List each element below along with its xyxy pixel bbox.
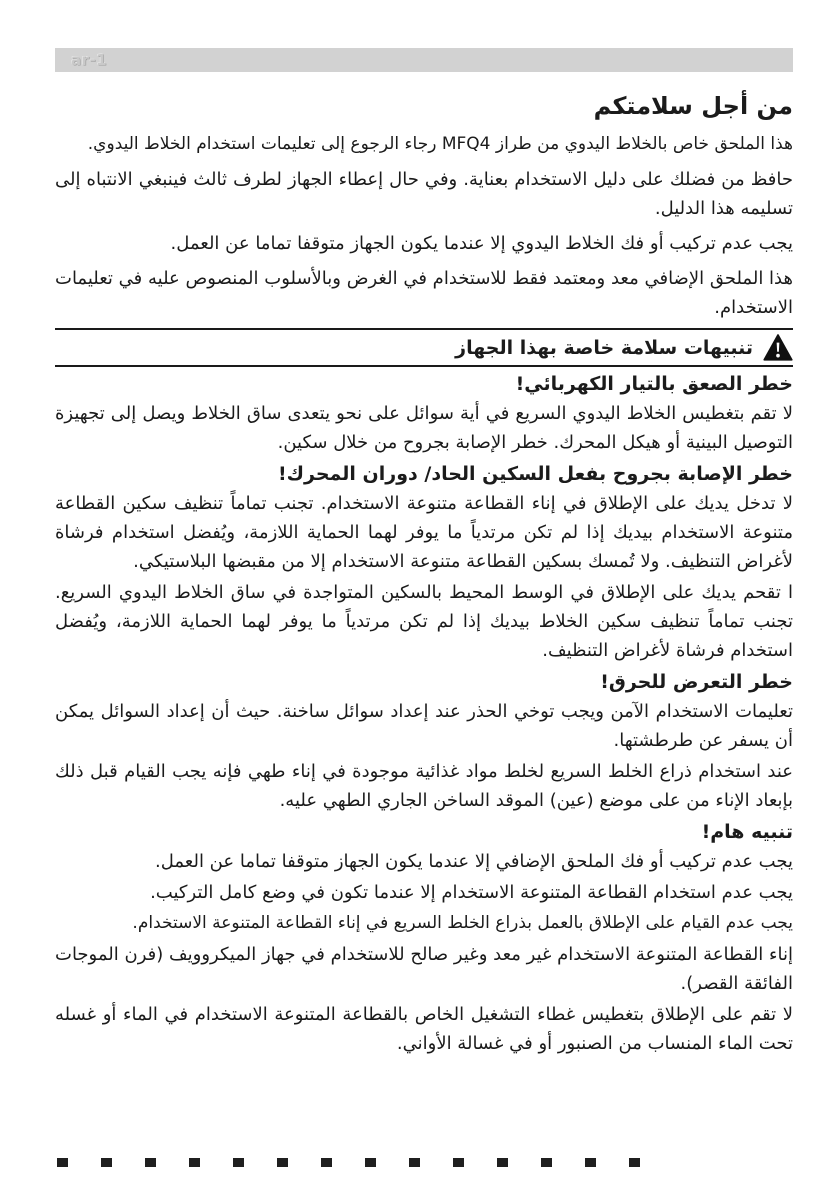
body-paragraph: تعليمات الاستخدام الآمن ويجب توخي الحذر عند إعداد سوائل ساخنة. حيث أن إعداد السوائل يمكن أن يسفر عن طرطشتها. [55,701,793,751]
block-heading: خطر الصعق بالتيار الكهربائي! [515,373,793,395]
fold-mark [189,1158,200,1167]
intro-paragraph: حافظ من فضلك على دليل الاستخدام بعناية. وفي حال إعطاء الجهاز لطرف ثالث فينبغي الانتباه إلى تسليمه هذا الدليل. [55,169,793,219]
body-paragraph: إناء القطاعة المتنوعة الاستخدام غير معد وغير صالح للاستخدام في جهاز الميكروويف (فرن الموجات الفائقة القصر). [55,944,793,994]
block-heading: تنبيه هام! [701,821,793,843]
fold-mark [585,1158,596,1167]
warning-triangle-icon [763,334,793,361]
body-paragraph: يجب عدم القيام على الإطلاق بالعمل بذراع الخلط السريع في إناء القطاعة المتنوعة الاستخدام. [132,913,793,933]
block-heading: خطر التعرض للحرق! [600,671,793,693]
body-paragraph: يجب عدم استخدام القطاعة المتنوعة الاستخدام إلا عندما تكون في وضع كامل التركيب. [150,882,793,903]
fold-mark [541,1158,552,1167]
body-paragraph: ا تقحم يديك على الإطلاق في الوسط المحيط بالسكين المتواجدة في ساق الخلاط اليدوي السريع. تجنب تماماً تنظيف سكين الخلاط بيديك إذا لم تكن مرتدياً ما يوفر لهما الحماية اللازمة، ويُفضل استخدام فرشاة لأغراض التنظيف. [55,582,793,661]
intro-paragraph: يجب عدم تركيب أو فك الخلاط اليدوي إلا عندما يكون الجهاز متوقفا تماما عن العمل. [170,233,793,254]
hazard-blocks [55,370,793,1058]
fold-mark [629,1158,640,1167]
fold-mark [497,1158,508,1167]
fold-mark [409,1158,420,1167]
hazard-block-sharp-blade [55,460,793,665]
fold-mark [101,1158,112,1167]
safety-section-title: تنبيهات سلامة خاصة بهذا الجهاز [455,336,753,359]
fold-mark [277,1158,288,1167]
page-header-bar [55,48,793,72]
block-heading: خطر الإصابة بجروح بفعل السكين الحاد/ دوران المحرك! [277,463,793,485]
fold-mark [321,1158,332,1167]
body-paragraph: لا تقم بتغطيس الخلاط اليدوي السريع في أية سوائل على نحو يتعدى ساق الخلاط ويصل إلى تجهيزة التوصيل البينية أو هيكل المحرك. خطر الإصابة بجروح من خلال سكين. [55,403,793,453]
hazard-block-scalding [55,668,793,815]
page-fold-marks [57,1158,640,1167]
fold-mark [233,1158,244,1167]
body-paragraph: يجب عدم تركيب أو فك الملحق الإضافي إلا عندما يكون الجهاز متوقفا تماما عن العمل. [155,851,793,872]
fold-mark [57,1158,68,1167]
page-title: من أجل سلامتكم [593,92,793,120]
intro-paragraph: هذا الملحق خاص بالخلاط اليدوي من طراز MFQ4 رجاء الرجوع إلى تعليمات استخدام الخلاط اليدوي. [87,134,793,154]
page-number-label: ar-1 [71,51,108,69]
hazard-block-electric-shock [55,370,793,457]
fold-mark [145,1158,156,1167]
body-paragraph: لا تقم على الإطلاق بتغطيس غطاء التشغيل الخاص بالقطاعة المتنوعة الاستخدام في الماء أو غسله تحت الماء المنساب من الصنبور أو في غسالة الأواني. [55,1004,793,1054]
hazard-block-important-note [55,818,793,1058]
fold-mark [453,1158,464,1167]
fold-mark [365,1158,376,1167]
safety-section-header [55,328,793,367]
body-paragraph: لا تدخل يديك على الإطلاق في إناء القطاعة متنوعة الاستخدام. تجنب تماماً تنظيف سكين القطاعة متنوعة الاستخدام بيديك إذا لم تكن مرتدياً ما يوفر لهما الحماية اللازمة، ويُفضل استخدام فرشاة لأغراض التنظيف. ولا تُمسك بسكين القطاعة متنوعة الاستخدام إلا من مقبضها البلاستيكي. [55,493,793,572]
intro-paragraph: هذا الملحق الإضافي معد ومعتمد فقط للاستخدام في الغرض وبالأسلوب المنصوص عليه في تعليمات الاستخدام. [55,268,793,318]
body-paragraph: عند استخدام ذراع الخلط السريع لخلط مواد غذائية موجودة في إناء طهي فإنه يجب القيام قبل ذلك بإبعاد الإناء من على موضع (عين) الموقد الساخن الجاري الطهي عليه. [55,761,793,811]
intro-section [55,130,793,322]
page-content [55,48,793,1060]
